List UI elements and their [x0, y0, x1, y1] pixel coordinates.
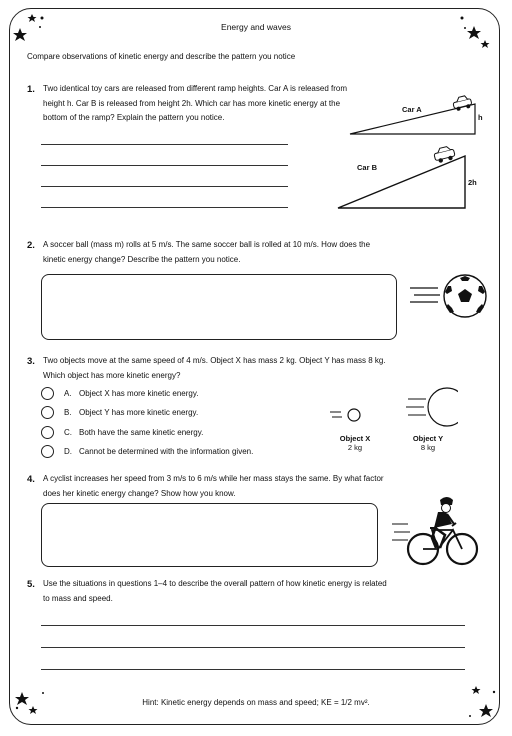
star-icon: [472, 686, 481, 694]
question-number: 4.: [27, 474, 35, 485]
answer-line[interactable]: [41, 669, 465, 670]
object-x-icon: [348, 409, 360, 421]
car-b-height-label: 2h: [468, 178, 477, 187]
star-icon: [29, 706, 38, 714]
object-y-icon: [428, 388, 458, 426]
option-c[interactable]: C. Both have the same kinetic energy.: [41, 426, 203, 439]
option-d[interactable]: D. Cannot be determined with the information given.: [41, 445, 253, 458]
car-a-label: Car A: [402, 105, 422, 114]
question-4-text: A cyclist increases her speed from 3 m/s to 6 m/s while her mass stays the same. By what factor does her kinetic energy change? Show how you know.: [43, 474, 384, 498]
instructions: Compare observations of kinetic energy and describe the pattern you notice: [27, 52, 296, 61]
question-number: 5.: [27, 579, 35, 590]
question-1-text: Two identical toy cars are released from different ramp heights. Car A is released from height h. Car B is released from height 2h. Which car has more kinetic energy at the bottom of the ramp? Explain the pattern you notice.: [43, 84, 347, 122]
dot-icon: [41, 17, 44, 20]
question-number: 3.: [27, 356, 35, 367]
question-number: 2.: [27, 240, 35, 251]
hint-text: Hint: Kinetic energy depends on mass and speed; KE = 1/2 mv².: [142, 698, 370, 707]
answer-line[interactable]: [41, 625, 465, 626]
car-a-height-label: h: [478, 113, 483, 122]
object-y-label: Object Y 8 kg: [412, 434, 444, 452]
option-text: Object Y has more kinetic energy.: [79, 408, 199, 417]
question-2-text: A soccer ball (mass m) rolls at 5 m/s. The same soccer ball is rolled at 10 m/s. How does the kinetic energy change? Describe the pattern you notice.: [43, 240, 371, 264]
page-title: Energy and waves: [221, 22, 291, 32]
dot-icon: [16, 707, 18, 709]
answer-line[interactable]: [41, 186, 288, 187]
dot-icon: [461, 17, 464, 20]
star-icon: [28, 14, 37, 22]
cyclist-icon: [390, 490, 485, 570]
radio-button[interactable]: [41, 445, 54, 458]
answer-line[interactable]: [41, 207, 288, 208]
answer-line[interactable]: [41, 647, 465, 648]
question-3-text: Two objects move at the same speed of 4 m/s. Object X has mass 2 kg. Object Y has mass 8 kg. Which object has more kinetic energy?: [43, 356, 386, 380]
object-x-label: Object X 2 kg: [339, 434, 371, 452]
star-icon: [481, 40, 490, 48]
soccer-ball-icon: [408, 272, 490, 322]
answer-line[interactable]: [41, 165, 288, 166]
dot-icon: [469, 715, 471, 717]
option-b[interactable]: B. Object Y has more kinetic energy.: [41, 406, 198, 419]
question-5-text: Use the situations in questions 1–4 to describe the overall pattern of how kinetic energy is related to mass and speed.: [43, 579, 387, 603]
radio-button[interactable]: [41, 406, 54, 419]
radio-button[interactable]: [41, 387, 54, 400]
objects-diagram: [328, 385, 458, 435]
option-text: Cannot be determined with the information given.: [79, 447, 254, 456]
answer-line[interactable]: [41, 144, 288, 145]
option-text: Object X has more kinetic energy.: [79, 389, 199, 398]
question-number: 1.: [27, 84, 35, 95]
option-a[interactable]: A. Object X has more kinetic energy.: [41, 387, 198, 400]
answer-box[interactable]: [41, 274, 397, 340]
answer-box[interactable]: [41, 503, 378, 567]
option-text: Both have the same kinetic energy.: [79, 428, 204, 437]
car-b-label: Car B: [357, 163, 378, 172]
radio-button[interactable]: [41, 426, 54, 439]
dot-icon: [493, 691, 495, 693]
dot-icon: [42, 692, 44, 694]
